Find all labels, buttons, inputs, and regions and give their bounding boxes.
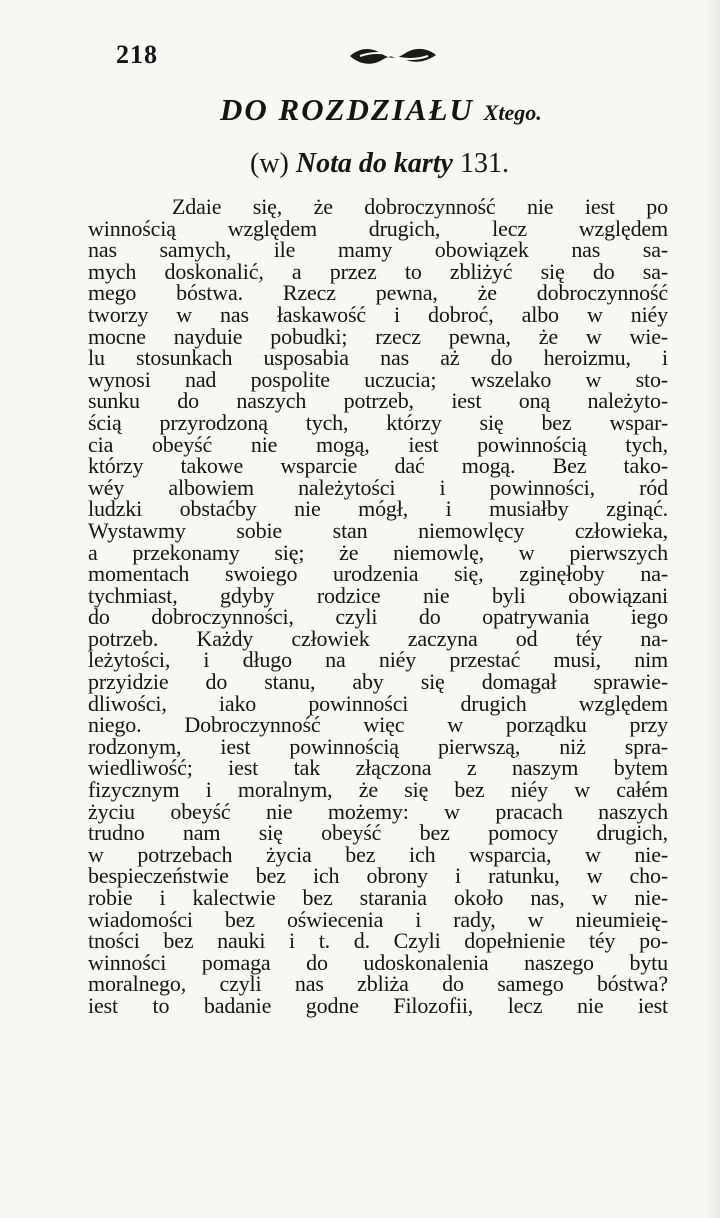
text-line: bespieczeństwie bez ich obrony i ratunku, w cho- bbox=[88, 863, 668, 889]
text-line: robie i kalectwie bez starania około nas, w nie- bbox=[88, 885, 668, 910]
note-number: 131. bbox=[459, 148, 509, 179]
text-line: tychmiast, gdyby rodzice nie byli obowiązani bbox=[88, 582, 668, 608]
text-line: tności bez nauki i t. d. Czyli dopełnienie téy po- bbox=[88, 928, 668, 954]
text-line: sunku do naszych potrzeb, iest oną należyto- bbox=[88, 388, 668, 414]
text-line: mego bóstwa. Rzecz pewna, że dobroczynność bbox=[88, 280, 668, 306]
note-title bbox=[250, 148, 509, 180]
text-line: ścią przyrodzoną tych, którzy się bez wspar- bbox=[88, 409, 668, 435]
text-line: ludzki obstaćby nie mógł, i musiałby zginąć. bbox=[88, 496, 668, 522]
text-line: iest to badanie godne Filozofii, lecz nie iest bbox=[88, 992, 668, 1018]
text-line: lu stosunkach usposabia nas aż do heroizmu, i bbox=[88, 345, 668, 371]
text-line: którzy takowe wsparcie dać mogą. Bez tako- bbox=[88, 453, 668, 479]
text-line: wéy albowiem należytości i powinności, ród bbox=[88, 474, 668, 500]
text-line: Wystawmy sobie stan niemowlęcy człowieka, bbox=[88, 517, 668, 543]
text-line: wiadomości bez oświecenia i rady, w nieumieię- bbox=[88, 906, 668, 932]
text-line: cia obeyść nie mogą, iest powinnością tych, bbox=[88, 431, 668, 457]
note-label: Nota do karty bbox=[295, 148, 453, 179]
text-line: nas samych, ile mamy obowiązek nas sa- bbox=[88, 237, 668, 263]
text-line: do dobroczynności, czyli do opatrywania iego bbox=[88, 604, 668, 630]
text-line: w potrzebach życia bez ich wsparcia, w nie- bbox=[88, 841, 668, 867]
chapter-heading-text: DO ROZDZIAŁU bbox=[220, 92, 474, 127]
body-text bbox=[88, 196, 668, 1017]
ornament-icon bbox=[348, 42, 438, 70]
text-line: mocne nayduie pobudki; rzecz pewna, że w wie- bbox=[88, 323, 668, 349]
page-number: 218 bbox=[116, 40, 158, 69]
note-reference: (w) bbox=[250, 148, 289, 179]
text-line: fizycznym i moralnym, że się bez niéy w całém bbox=[88, 777, 668, 803]
text-line: przyidzie do stanu, aby się domagał sprawie- bbox=[88, 669, 668, 695]
text-line: a przekonamy się; że niemowlę, w pierwszych bbox=[88, 539, 668, 565]
text-line: potrzeb. Każdy człowiek zaczyna od téy na- bbox=[88, 625, 668, 651]
text-line: leżytości, i długo na niéy przestać musi, nim bbox=[88, 647, 668, 673]
chapter-heading-suffix: Xtego. bbox=[483, 100, 542, 125]
page-shadow bbox=[704, 0, 720, 1218]
text-line: moralnego, czyli nas zbliża do samego bóstwa? bbox=[88, 971, 668, 997]
text-line: Zdaie się, że dobroczynność nie iest po bbox=[172, 194, 668, 219]
chapter-heading bbox=[220, 92, 542, 128]
text-line: wynosi nad pospolite uczucia; wszelako w sto- bbox=[88, 366, 668, 392]
text-line: momentach swoiego urodzenia się, zginęłoby na- bbox=[88, 561, 668, 587]
text-line: tworzy w nas łaskawość i dobroć, albo w niéy bbox=[88, 301, 668, 327]
text-line: winności pomaga do udoskonalenia naszego bytu bbox=[88, 949, 668, 975]
text-line: życiu obeyść nie możemy: w pracach naszych bbox=[88, 798, 668, 824]
text-line: mych doskonalić, a przez to zbliżyć się do sa- bbox=[88, 258, 668, 284]
text-line: dliwości, iako powinności drugich względem bbox=[88, 690, 668, 716]
text-line: wiedliwość; iest tak złączona z naszym bytem bbox=[88, 755, 668, 781]
text-line: winnością względem drugich, lecz względem bbox=[88, 215, 668, 241]
text-line: rodzonym, iest powinnością pierwszą, niż spra- bbox=[88, 733, 668, 759]
text-line: trudno nam się obeyść bez pomocy drugich, bbox=[88, 820, 668, 846]
text-line: niego. Dobroczynność więc w porządku przy bbox=[88, 712, 668, 738]
